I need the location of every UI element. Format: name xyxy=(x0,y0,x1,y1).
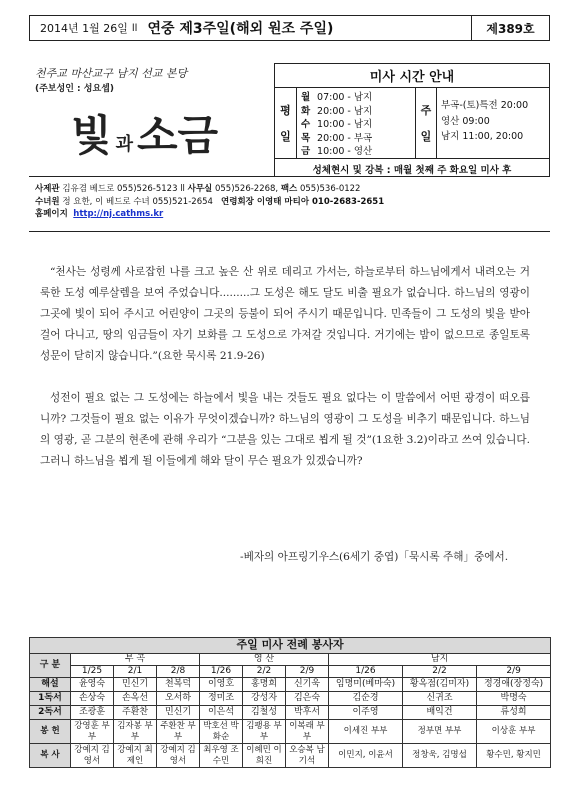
header-date-title xyxy=(30,16,472,40)
mass-schedule-box xyxy=(274,63,550,177)
weekday-label-1: 평 xyxy=(280,104,291,117)
table-cell: 민신기 xyxy=(157,706,200,720)
group-namji: 남지 xyxy=(329,654,551,666)
weekday-mass-item: 화 20:00 - 남지 xyxy=(301,105,373,117)
contact-info xyxy=(29,176,550,232)
date-cell: 2/1 xyxy=(114,666,157,678)
weekday-mass-item: 수 10:00 - 남지 xyxy=(301,119,373,130)
table-cell: 강예지 김영서 xyxy=(157,744,200,768)
header-bar xyxy=(29,15,550,41)
date-cell: 2/2 xyxy=(243,666,286,678)
table-cell: 오승복 남기석 xyxy=(286,744,329,768)
table-cell: 김팽용 부부 xyxy=(243,720,286,744)
table-cell: 박명숙 xyxy=(477,692,551,706)
table-cell: 정경애(장정숙) xyxy=(477,678,551,692)
table-cell: 강예지 최제인 xyxy=(114,744,157,768)
sunday-mass-item: 남지 11:00, 20:00 xyxy=(441,131,524,142)
table-cell: 신기욱 xyxy=(286,678,329,692)
sunday-label xyxy=(415,88,437,158)
bulletin-logo xyxy=(71,103,218,163)
header-title: 연중 제3주일(해외 원조 주일) xyxy=(147,21,334,37)
table-cell: 신귀조 xyxy=(403,692,477,706)
weekday-mass-list xyxy=(301,91,415,159)
table-cell: 박호선 박화순 xyxy=(200,720,243,744)
row-label: 봉 헌 xyxy=(30,720,71,744)
row-label: 복 사 xyxy=(30,744,71,768)
table-cell: 이민지, 이윤서 xyxy=(329,744,403,768)
table-cell: 홍명희 xyxy=(243,678,286,692)
sunday-mass-item: 영산 09:00 xyxy=(441,115,490,127)
header-date: 2014년 1월 26일 xyxy=(40,22,128,35)
logo-conjunction: 과 xyxy=(115,134,133,155)
table-cell: 황옥점(김미자) xyxy=(403,678,477,692)
table-cell: 정창욱, 김명섭 xyxy=(403,744,477,768)
homepage-link[interactable]: http://nj.cathms.kr xyxy=(73,209,164,219)
date-cell: 1/25 xyxy=(71,666,114,678)
date-cell: 2/9 xyxy=(477,666,551,678)
row-label: 1독서 xyxy=(30,692,71,706)
header-separator: ll xyxy=(131,22,138,34)
adoration-notice: 성체현시 및 강복 : 매월 첫째 주 화요일 미사 후 xyxy=(275,158,549,178)
commentary-paragraph: 성전이 필요 없는 그 도성에는 하늘에서 빛을 내는 것들도 필요 없다는 이 말씀에서 어떤 광경이 떠오릅니까? 그것들이 필요 없는 이유가 무엇이겠습니까? 하느님의 영광이 그 도성을 비추기 때문입니다. 하느님의 영광, 곧 그분의 현존에 관해 우리가 “그분을 있는 그대로 뵙게 될 것”(1요한 3.2)이라고 쓰여 있습니다. 그러니 하느님을 뵙게 될 이들에게 해와 달이 무슨 필요가 있겠습니까? xyxy=(40,392,530,467)
table-row xyxy=(30,744,551,768)
table-cell: 이상훈 부부 xyxy=(477,720,551,744)
table-cell: 정부면 부부 xyxy=(403,720,477,744)
date-cell: 1/26 xyxy=(329,666,403,678)
table-row xyxy=(30,678,551,692)
issue-number: 제389호 xyxy=(486,21,535,36)
table-cell: 정미조 xyxy=(200,692,243,706)
attribution: -베자의 아프링기우스(6세기 중엽)「묵시록 주해」중에서. xyxy=(240,551,509,563)
table-cell: 강영훈 부부 xyxy=(71,720,114,744)
table-cell: 임명미(베마숙) xyxy=(329,678,403,692)
table-cell: 오서하 xyxy=(157,692,200,706)
row-label: 2독서 xyxy=(30,706,71,720)
table-cell: 이주영 xyxy=(329,706,403,720)
sunday-label-1: 주 xyxy=(420,104,432,117)
table-cell: 민신기 xyxy=(114,678,157,692)
logo-word-salt: 소금 xyxy=(136,111,219,160)
service-table-wrap xyxy=(29,637,550,768)
parish-name: 천주교 마산교구 남지 선교 본당 xyxy=(35,67,188,80)
table-cell: 손상숙 xyxy=(71,692,114,706)
contact-line-3: 홈페이지 http://nj.cathms.kr xyxy=(35,209,164,219)
table-cell: 주환찬 xyxy=(114,706,157,720)
table-cell: 강성자 xyxy=(243,692,286,706)
table-cell: 박후서 xyxy=(286,706,329,720)
table-cell: 이은석 xyxy=(200,706,243,720)
table-row xyxy=(30,692,551,706)
table-cell: 최우영 조수민 xyxy=(200,744,243,768)
sunday-label-2: 일 xyxy=(420,130,432,143)
patron-saint: (주보성인 : 성요셉) xyxy=(35,84,114,94)
sunday-mass-list xyxy=(441,98,551,145)
table-cell: 주환찬 부부 xyxy=(157,720,200,744)
date-cell: 2/9 xyxy=(286,666,329,678)
row-label: 해설 xyxy=(30,678,71,692)
contact-line-2: 수녀원 정 요한, 이 베드로 수녀 055)521-2654 연령회장 이영태 마티아 010-2683-2651 xyxy=(35,196,385,207)
weekday-label xyxy=(275,88,297,158)
table-cell: 배익건 xyxy=(403,706,477,720)
weekday-label-2: 일 xyxy=(280,130,291,143)
table-cell: 김철성 xyxy=(243,706,286,720)
table-cell: 김자봉 부부 xyxy=(114,720,157,744)
table-cell: 황수민, 황지민 xyxy=(477,744,551,768)
table-cell: 강예지 김영서 xyxy=(71,744,114,768)
date-cell: 2/2 xyxy=(403,666,477,678)
logo-word-light: 빛 xyxy=(71,111,112,160)
reflection-text xyxy=(40,262,530,472)
group-yeongsan: 영 산 xyxy=(200,654,329,666)
masthead xyxy=(29,45,550,177)
table-cell: 이복래 부부 xyxy=(286,720,329,744)
contact-line-1: 사제관 김유겸 베드로 055)526-5123 ll 사무실 055)526-2268, 팩스 055)536-0122 xyxy=(35,184,361,194)
table-cell: 이혜민 이희진 xyxy=(243,744,286,768)
service-table-title: 주일 미사 전례 봉사자 xyxy=(30,638,551,654)
table-row xyxy=(30,706,551,720)
scripture-quote: “천사는 성령께 사로잡힌 나를 크고 높은 산 위로 데리고 가서는, 하늘로부터 하느님에게서 내려오는 거룩한 도성 예루살렘을 보여 주었습니다.........그 도성은 해도 달도 비출 필요가 없습니다. 하느님의 영광이 그곳에 빛이 되어 주시고 어린양이 그곳의 등불이 되어 주시기 때문입니다. 민족들이 그 도성의 빛을 받아 걸어 다니고, 땅의 임금들이 자기 보화를 그 도성으로 가져갈 것입니다. 거기에는 밤이 없으므로 종일토록 성문이 닫히지 않습니다.”(요한 묵시록 21.9-26) xyxy=(40,266,530,362)
weekday-mass-item: 월 07:00 - 남지 xyxy=(301,92,373,103)
table-cell: 손옥선 xyxy=(114,692,157,706)
table-cell: 류성희 xyxy=(477,706,551,720)
mass-schedule-title: 미사 시간 안내 xyxy=(275,64,549,88)
group-bugok: 부 곡 xyxy=(71,654,200,666)
weekday-mass-item: 금 10:00 - 영산 xyxy=(301,146,373,157)
table-cell: 이영호 xyxy=(200,678,243,692)
table-cell: 윤영숙 xyxy=(71,678,114,692)
table-row xyxy=(30,720,551,744)
date-cell: 2/8 xyxy=(157,666,200,678)
table-cell: 이세진 부부 xyxy=(329,720,403,744)
table-cell: 조광훈 xyxy=(71,706,114,720)
service-table xyxy=(29,637,551,768)
date-cell: 1/26 xyxy=(200,666,243,678)
weekday-mass-item: 목 20:00 - 부곡 xyxy=(301,132,373,144)
table-cell: 김순경 xyxy=(329,692,403,706)
sunday-mass-item: 부곡-(토)특전 20:00 xyxy=(441,100,529,111)
table-cell: 김은숙 xyxy=(286,692,329,706)
table-cell: 천복덕 xyxy=(157,678,200,692)
corner-header: 구 분 xyxy=(30,654,71,678)
